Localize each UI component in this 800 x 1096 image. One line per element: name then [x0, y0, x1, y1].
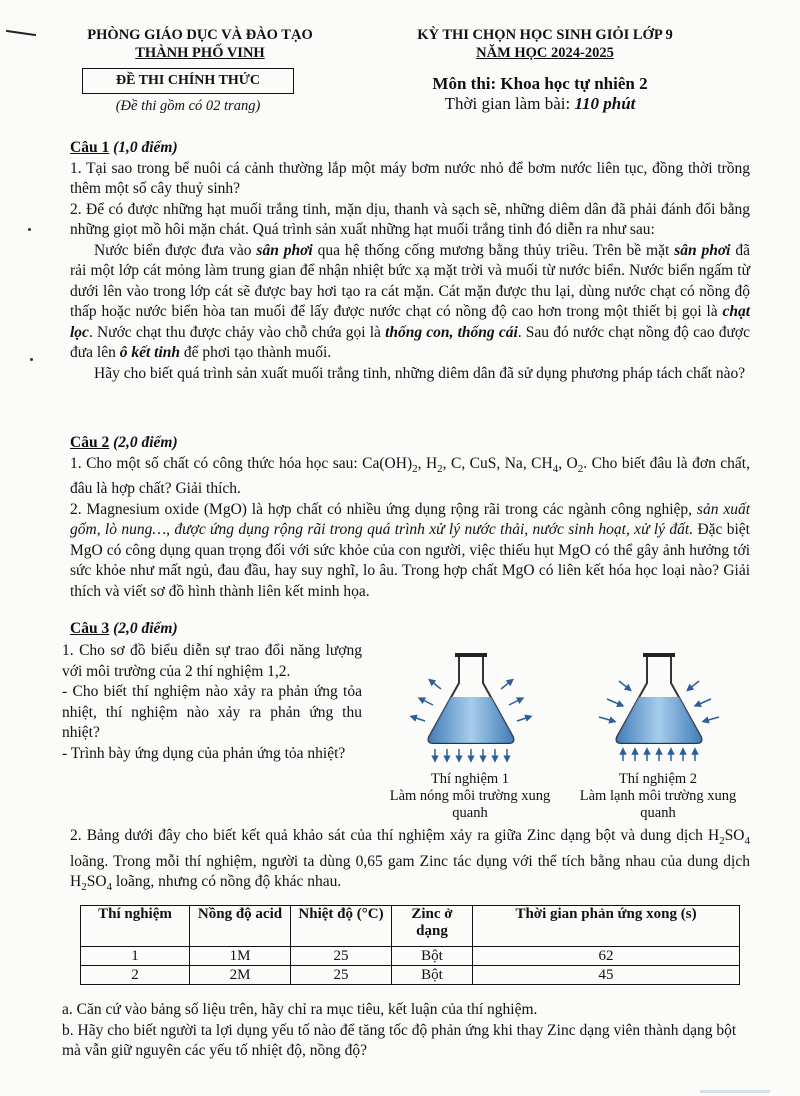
paragraph: - Trình bày ứng dụng của phản ứng tỏa nhiệt? [62, 744, 346, 762]
paragraph: 1. Cho sơ đồ biểu diễn sự trao đổi năng lượng với môi trường của 2 thí nghiệm 1,2. [62, 642, 362, 680]
question-1 [70, 138, 750, 384]
question-2 [70, 433, 750, 602]
question-label: Câu 3 [70, 620, 110, 637]
table-cell: 45 [473, 966, 740, 985]
question-1-title [70, 138, 750, 159]
duration [410, 94, 670, 114]
table-cell: 2 [81, 966, 190, 985]
column-header: Thời gian phản ứng xong (s) [473, 906, 740, 947]
city-name: THÀNH PHỐ VINH [135, 45, 265, 61]
scan-speck [30, 358, 33, 361]
flask-2 [599, 653, 719, 761]
results-table [80, 905, 740, 985]
paragraph: Nước biển được đưa vào sân phơi qua hệ thống cống mương bằng thủy triều. Trên bề mặt sân phơi đã rải một lớp cát mỏng làm trung gian để nhận nhiệt bức xạ mặt trời và muối từ nước biển. Nước biển ngấm từ dưới lên vào trong lớp cát sẽ được bay hơi tạo ra cát mặn. Cát mặn được thu lại, dùng nước chạt có nồng độ thấp hoặc nước biển hòa tan muối để lấy được nước chạt có nồng độ cao hơn trong một thiết bị gọi là chạt lọc. Nước chạt thu được chảy vào chỗ chứa gọi là thống con, thống cái. Sau đó nước chạt nồng độ cao được đưa lên ô kết tinh để phơi tạo thành muối. [70, 241, 750, 361]
column-header: Nhiệt độ (°C) [291, 906, 392, 947]
caption-title: Thí nghiệm 2 [618, 771, 698, 787]
table-cell: 1 [81, 947, 190, 966]
paragraph: 1. Cho một số chất có công thức hóa học sau: $Ca(OH)_2$, $H_2$, C, CuS, Na, $CH_4$, $O_2$. Cho biết đâu là đơn chất, đâu là hợp chất? Giải thích. [70, 454, 750, 498]
table-row [81, 947, 740, 966]
paragraph: 2. Để có được những hạt muối trắng tinh, mặn dịu, thanh và sạch sẽ, những diêm dân đã phải đánh đổi bằng những giọt mồ hôi mặn chát. Quá trình sản xuất những hạt muối trắng tinh đó diễn ra như sau: [70, 200, 750, 238]
question-label: Câu 2 [70, 434, 110, 451]
table-cell: 62 [473, 947, 740, 966]
subject-title: Môn thi: Khoa học tự nhiên 2 [432, 74, 648, 93]
table-cell: Bột [392, 947, 473, 966]
experiment-figure [385, 645, 770, 835]
subquestion-a: a. Căn cứ vào bảng số liệu trên, hãy chỉ ra mục tiêu, kết luận của thí nghiệm. [62, 1001, 538, 1018]
scan-speck [28, 228, 31, 231]
margin-mark [6, 30, 36, 36]
duration-value: 110 phút [574, 94, 636, 113]
caption-title: Thí nghiệm 1 [430, 771, 510, 787]
exam-name: KỲ THI CHỌN HỌC SINH GIỎI LỚP 9 [417, 27, 673, 43]
question-3-subquestions [62, 1000, 752, 1062]
table-cell: 25 [291, 947, 392, 966]
question-3-title [70, 619, 750, 640]
caption-text: Làm nóng môi trường xung quanh [389, 788, 551, 821]
school-year: NĂM HỌC 2024-2025 [476, 45, 614, 61]
table-header-row [81, 906, 740, 947]
table-cell: 2M [190, 966, 291, 985]
pages-note: (Đề thi gồm có 02 trang) [115, 98, 261, 114]
exam-header [380, 26, 710, 62]
question-3-title-wrap [70, 619, 750, 640]
official-label: ĐỀ THI CHÍNH THỨC [82, 68, 294, 94]
table-cell: 1M [190, 947, 291, 966]
paragraph: - Cho biết thí nghiệm nào xảy ra phản ứng tỏa nhiệt, thí nghiệm nào xảy ra phản ứng thu nhiệt? [62, 683, 362, 741]
question-points: (2,0 điểm) [113, 434, 178, 451]
duration-label: Thời gian làm bài: [444, 94, 575, 113]
paragraph: 2. Magnesium oxide (MgO) là hợp chất có nhiều ứng dụng rộng rãi trong các ngành công nghiệp, sản xuất gốm, lò nung…, được ứng dụng rộng rãi trong quá trình xử lý nước thải, nước sinh hoạt, xử lý đất. Đặc biệt MgO có công dụng quan trọng đối với sức khỏe của con người, việc thiếu hụt MgO có thể gây ảnh hưởng tới sức khỏe như mất ngủ, đau đầu, hay suy nghĩ, lo âu. Trong hợp chất MgO có liên kết hóa học loại nào? Giải thích và viết sơ đồ hình thành liên kết minh họa. [70, 500, 750, 600]
table-row [81, 966, 740, 985]
scan-edge [700, 1090, 770, 1093]
department-header [70, 26, 330, 62]
paragraph: Hãy cho biết quá trình sản xuất muối trắng tinh, những diêm dân đã sử dụng phương pháp tách chất nào? [94, 364, 746, 382]
question-3-part-1 [62, 641, 362, 764]
column-header: Thí nghiệm [81, 906, 190, 947]
question-points: (1,0 điểm) [113, 139, 178, 156]
paragraph: 2. Bảng dưới đây cho biết kết quả khảo sát của thí nghiệm xảy ra giữa Zinc dạng bột và dung dịch $H_2SO_4$ loãng. Trong mỗi thí nghiệm, người ta dùng 0,65 gam Zinc tác dụng với thể tích bằng nhau của dung dịch $H_2SO_4$ loãng, nhưng có nồng độ khác nhau. [70, 827, 750, 894]
paragraph: 1. Tại sao trong bể nuôi cá cảnh thường lắp một máy bơm nước nhỏ để bơm nước liên tục, đồng thời trồng thêm một số cây thuỷ sinh? [70, 159, 750, 197]
caption-experiment-2 [573, 771, 743, 822]
table-cell: 25 [291, 966, 392, 985]
question-points: (2,0 điểm) [113, 620, 178, 637]
question-2-title [70, 433, 750, 454]
subquestion-b: b. Hãy cho biết người ta lợi dụng yếu tố nào để tăng tốc độ phản ứng khi thay Zinc dạng viên thành dạng bột mà vẫn giữ nguyên các yếu tố nhiệt độ, nồng độ? [62, 1021, 737, 1059]
question-3-part-2 [70, 826, 750, 898]
flask-illustration [385, 645, 770, 765]
table-cell: Bột [392, 966, 473, 985]
question-label: Câu 1 [70, 139, 110, 156]
column-header: Nồng độ acid [190, 906, 291, 947]
department-name: PHÒNG GIÁO DỤC VÀ ĐÀO TẠO [87, 27, 313, 43]
caption-text: Làm lạnh môi trường xung quanh [579, 788, 737, 821]
flask-1 [413, 653, 529, 759]
caption-experiment-1 [385, 771, 555, 822]
column-header: Zinc ở dạng [392, 906, 473, 947]
